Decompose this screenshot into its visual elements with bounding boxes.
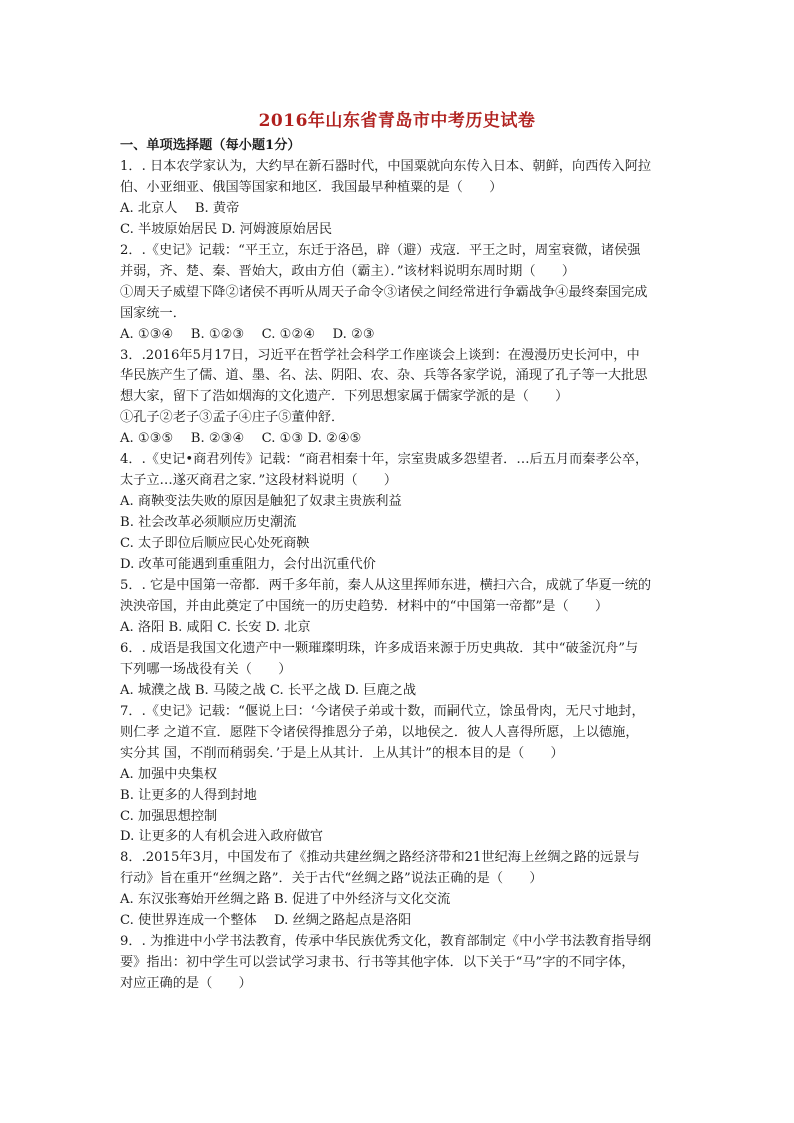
question-stem-line: 8．.2015年3月，中国发布了《推动共建丝绸之路经济带和21世纪海上丝绸之路的远景与 bbox=[120, 850, 640, 866]
question-stem-line: 5．. 它是中国第一帝都．两千多年前，秦人从这里挥师东进，横扫六合，成就了华夏一统的 bbox=[120, 578, 652, 594]
page-title: 2016年山东省青岛市中考历史试卷 bbox=[258, 111, 536, 131]
answer-option-line: C. 加强思想控制 bbox=[120, 808, 218, 824]
question-2 bbox=[120, 241, 680, 346]
question-6 bbox=[120, 639, 680, 702]
answer-option-line: D. 改革可能遇到重重阻力，会付出沉重代价 bbox=[120, 557, 376, 573]
question-4 bbox=[120, 450, 680, 576]
question-stem-line: 想大家，留下了浩如烟海的文化遗产．下列思想家属于儒家学派的是（ ） bbox=[120, 389, 569, 405]
question-stem-line: 行动》旨在重开“丝绸之路”．关于古代“丝绸之路”说法正确的是（ ） bbox=[120, 871, 543, 887]
question-3 bbox=[120, 346, 680, 451]
question-stem-line: 6．. 成语是我国文化遗产中一颗璀璨明珠，许多成语来源于历史典故．其中“破釜沉舟”与 bbox=[120, 640, 639, 656]
answer-option-line: A. ①③④ B. ①②③ C. ①②④ D. ②③ bbox=[120, 326, 375, 342]
question-7 bbox=[120, 702, 680, 849]
answer-option-line: A. ①③⑤ B. ②③④ C. ①③ D. ②④⑤ bbox=[120, 431, 362, 447]
question-8 bbox=[120, 848, 680, 932]
exam-content bbox=[120, 136, 680, 995]
question-stem-line: 并弱，齐、楚、秦、晋始大，政由方伯（霸主）．”该材料说明东周时期（ ） bbox=[120, 263, 576, 279]
answer-option-line: A. 北京人 B. 黄帝 bbox=[120, 200, 240, 216]
answer-option-line: B. 社会改革必须顺应历史潮流 bbox=[120, 515, 297, 531]
answer-option-line: A. 东汉张骞始开丝绸之路 B. 促进了中外经济与文化交流 bbox=[120, 892, 451, 908]
question-stem-line: 实分其 国，不削而稍弱矣．’于是上从其计．上从其计”的根本目的是（ ） bbox=[120, 745, 564, 761]
answer-option-line: C. 半坡原始居民 D. 河姆渡原始居民 bbox=[120, 221, 333, 237]
question-stem-line: 对应正确的是（ ） bbox=[120, 976, 252, 992]
question-stem-line: ①周天子威望下降②诸侯不再听从周天子命令③诸侯之间经常进行争霸战争④最终秦国完成 bbox=[120, 284, 648, 300]
question-stem-line: 泱泱帝国，并由此奠定了中国统一的历史趋势．材料中的“中国第一帝都”是（ ） bbox=[120, 598, 609, 614]
question-stem-line: 华民族产生了儒、道、墨、名、法、阴阳、农、杂、兵等各家学说，涌现了孔子等一大批思 bbox=[120, 368, 648, 384]
question-stem-line: ①孔子②老子③孟子④庄子⑤董仲舒． bbox=[120, 410, 345, 426]
answer-option-line: A. 加强中央集权 bbox=[120, 766, 218, 782]
question-stem-line: 要》指出：初中学生可以尝试学习隶书、行书等其他字体．以下关于“马”字的不同字体， bbox=[120, 955, 635, 971]
answer-option-line: A. 城濮之战 B. 马陵之战 C. 长平之战 D. 巨鹿之战 bbox=[120, 682, 417, 698]
answer-option-line: C. 太子即位后顺应民心处死商鞅 bbox=[120, 536, 310, 552]
answer-option-line: A. 商鞅变法失败的原因是触犯了奴隶主贵族利益 bbox=[120, 494, 402, 510]
answer-option-line: D. 让更多的人有机会进入政府做官 bbox=[120, 829, 324, 845]
answer-option-line: B. 让更多的人得到封地 bbox=[120, 787, 257, 803]
question-5 bbox=[120, 576, 680, 639]
question-stem-line: 国家统一． bbox=[120, 305, 186, 321]
question-stem-line: 2．.《史记》记载：“平王立，东迁于洛邑，辟（避）戎寇．平王之时，周室衰微，诸侯强 bbox=[120, 242, 641, 258]
question-stem-line: 伯、小亚细亚、俄国等国家和地区．我国最早种植粟的是（ ） bbox=[120, 179, 503, 195]
question-stem-line: 9．. 为推进中小学书法教育，传承中华民族优秀文化，教育部制定《中小学书法教育指导纲 bbox=[120, 934, 652, 950]
question-stem-line: 7．.《史记》记载：“偃说上曰：‘今诸侯子弟或十数，而嗣代立，馀虽骨肉，无尺寸地封， bbox=[120, 703, 645, 719]
question-stem-line: 下列哪一场战役有关（ ） bbox=[120, 661, 292, 677]
question-stem-line: 太子立…遂灭商君之家．”这段材料说明（ ） bbox=[120, 473, 398, 489]
question-9 bbox=[120, 932, 680, 995]
question-stem-line: 则仁孝 之道不宣．愿陛下令诸侯得推恩分子弟，以地侯之．彼人人喜得所愿，上以德施， bbox=[120, 724, 639, 740]
question-stem-line: 3．.2016年5月17日，习近平在哲学社会科学工作座谈会上谈到：在漫漫历史长河中，中 bbox=[120, 347, 640, 363]
question-stem-line: 4．.《史记•商君列传》记载：“商君相秦十年，宗室贵戚多怨望者．…后五月而秦孝公卒， bbox=[120, 452, 649, 468]
question-stem-line: 1．. 日本农学家认为，大约早在新石器时代，中国粟就向东传入日本、朝鲜，向西传入阿拉 bbox=[120, 158, 652, 174]
answer-option-line: C. 使世界连成一个整体 D. 丝绸之路起点是洛阳 bbox=[120, 913, 412, 929]
section-heading: 一、单项选择题（每小题1分） bbox=[120, 138, 301, 153]
answer-option-line: A. 洛阳 B. 咸阳 C. 长安 D. 北京 bbox=[120, 619, 311, 635]
question-1 bbox=[120, 157, 680, 241]
